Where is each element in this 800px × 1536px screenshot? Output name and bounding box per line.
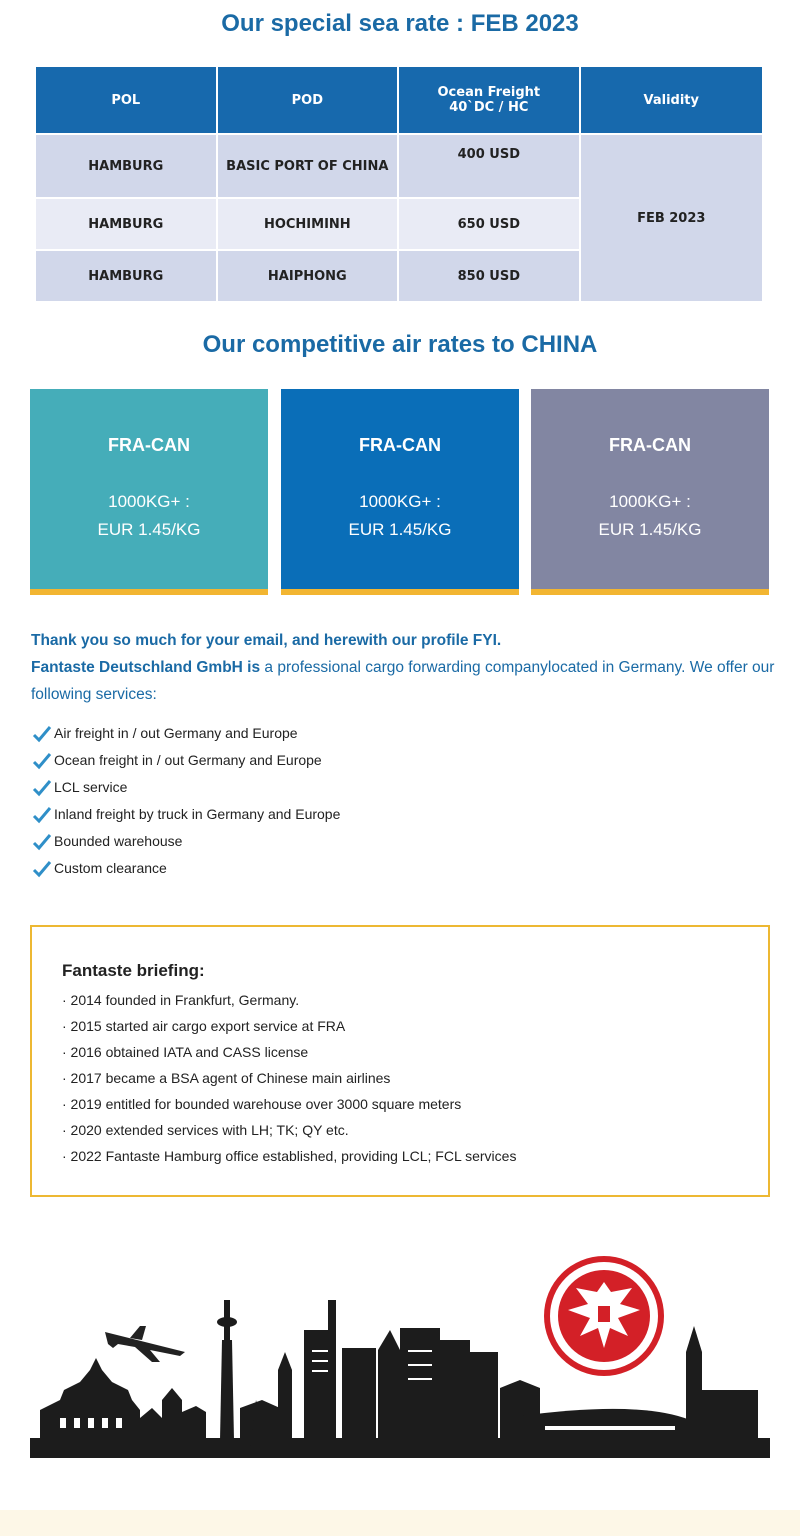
header-freight-line1: Ocean Freight [437,85,541,100]
table-header-row [35,66,763,134]
check-icon [32,805,52,825]
thanks-text: Thank you so much for your email, and herewith our profile FYI. [31,632,502,649]
cell-freight: 850 USD [398,250,579,302]
company-name: Fantaste Deutschland GmbH is [31,659,261,676]
card-price: EUR 1.45/KG [97,520,201,539]
list-item [32,774,340,801]
air-rate-card [30,389,268,595]
cell-freight: 650 USD [398,198,579,250]
service-label: LCL service [54,779,128,795]
air-rate-cards [30,389,770,595]
check-icon [32,859,52,879]
briefing-list [62,987,516,1169]
cell-pol: HAMBURG [35,250,217,302]
list-item: · 2016 obtained IATA and CASS license [62,1044,309,1060]
card-route: FRA-CAN [359,435,441,455]
sea-rate-title: Our special sea rate : FEB 2023 [221,10,579,37]
list-item: · 2019 entitled for bounded warehouse over 3000 square meters [62,1096,462,1112]
cell-freight: 400 USD [398,134,579,198]
footer-strip [0,1510,800,1536]
header-pod: POD [217,66,399,134]
list-item [32,855,340,882]
header-freight-line2: 40`DC / HC [449,100,529,115]
air-rate-card [531,389,769,595]
list-item [32,720,340,747]
service-label: Custom clearance [54,860,167,876]
list-item [32,828,340,855]
description-text: a professional cargo forwarding companylocated in Germany. We offer our following services: [31,659,775,703]
list-item: · 2015 started air cargo export service at FRA [62,1018,346,1034]
check-icon [32,778,52,798]
sea-rate-table [34,65,764,303]
card-weight: 1000KG+ : [108,492,190,511]
list-item [32,801,340,828]
air-rate-card [281,389,519,595]
air-rate-title: Our competitive air rates to CHINA [202,331,598,358]
company-description [31,654,776,708]
cell-pod: HAIPHONG [217,250,399,302]
service-label: Bounded warehouse [54,833,183,849]
briefing-title: Fantaste briefing: [62,961,205,980]
intro-text [31,627,776,708]
service-label: Air freight in / out Germany and Europe [54,725,298,741]
list-item: · 2022 Fantaste Hamburg office established, providing LCL; FCL services [62,1148,517,1164]
cell-validity: FEB 2023 [580,134,763,302]
list-item: · 2020 extended services with LH; TK; QY etc. [62,1122,349,1138]
cell-pod: BASIC PORT OF CHINA [217,134,399,198]
list-item: · 2014 founded in Frankfurt, Germany. [62,992,300,1008]
briefing-box [30,925,770,1197]
list-item: · 2017 became a BSA agent of Chinese main airlines [62,1070,391,1086]
card-price: EUR 1.45/KG [598,520,702,539]
header-pol: POL [35,66,217,134]
frankfurt-skyline-illustration [0,1240,800,1500]
card-route: FRA-CAN [609,435,691,455]
header-validity: Validity [580,66,763,134]
header-ocean-freight [398,66,579,134]
card-price: EUR 1.45/KG [348,520,452,539]
card-weight: 1000KG+ : [609,492,691,511]
table-row [35,134,763,198]
eagle-logo-icon [544,1256,664,1376]
card-weight: 1000KG+ : [359,492,441,511]
list-item [32,747,340,774]
airplane-icon [105,1326,185,1362]
service-label: Ocean freight in / out Germany and Europe [54,752,322,768]
check-icon [32,832,52,852]
service-label: Inland freight by truck in Germany and Europe [54,806,341,822]
check-icon [32,724,52,744]
cell-pol: HAMBURG [35,198,217,250]
check-icon [32,751,52,771]
cell-pol: HAMBURG [35,134,217,198]
cell-pod: HOCHIMINH [217,198,399,250]
card-route: FRA-CAN [108,435,190,455]
services-list [32,720,340,882]
